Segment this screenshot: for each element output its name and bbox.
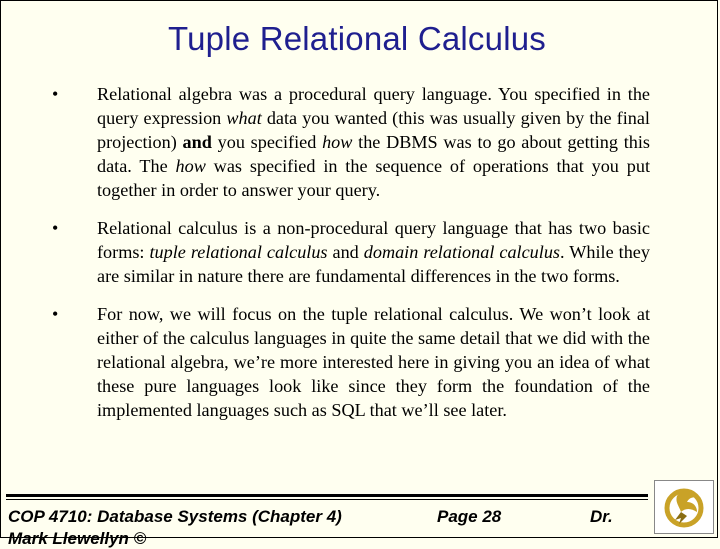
bullet-item — [40, 82, 650, 202]
bullet-item — [40, 216, 650, 288]
bullet-glyph: • — [52, 218, 59, 238]
bullet-text-segment: how — [175, 156, 206, 176]
bullet-item — [40, 302, 650, 422]
bullet-text-segment: and — [327, 242, 364, 262]
bullet-text-segment: domain relational calculus — [363, 242, 560, 262]
bullet-text-segment: what — [226, 108, 262, 128]
bullet-text-segment: was specified in the sequence of operations that you put together in order to answer your query. — [97, 156, 650, 200]
bullet-text-segment: tuple relational calculus — [149, 242, 328, 262]
bullet-text-segment: . While they are similar in nature there are fundamental differences in the two forms. — [97, 242, 650, 286]
bullet-glyph: • — [52, 84, 59, 104]
bullet-text-segment: how — [322, 132, 353, 152]
pegasus-logo-icon — [659, 484, 709, 530]
bullet-text-segment: For now, we will focus on the tuple relational calculus. We won’t look at either of the calculus languages in quite the same detail that we did with the relational algebra, we’re more interested here in giving you an idea of what these pure languages look like since they form the foundation of the implemented languages such as SQL that we’ll see later. — [97, 304, 650, 420]
bullet-text — [97, 302, 650, 422]
bullet-text-segment: and — [182, 132, 212, 152]
slide-footer — [0, 494, 718, 548]
bullet-text-segment: Relational algebra was a procedural query language. You specified in the query expression — [97, 84, 650, 128]
footer-page-number: Page 28 — [437, 507, 502, 526]
bullet-text-segment: you specified — [211, 132, 323, 152]
slide-title: Tuple Relational Calculus — [168, 20, 546, 57]
bullet-list — [40, 82, 650, 436]
footer-course: COP 4710: Database Systems (Chapter 4) — [8, 507, 342, 526]
footer-rule-thin — [6, 499, 648, 500]
bullet-text-segment: data you wanted (this was usually given by the final projection) — [97, 108, 650, 152]
bullet-text — [97, 82, 650, 202]
ucf-logo — [654, 480, 714, 534]
footer-author: Dr. — [590, 507, 613, 526]
bullet-text-segment: the DBMS was to go about getting this data. The — [97, 132, 650, 176]
bullet-text — [97, 216, 650, 288]
bullet-glyph: • — [52, 304, 59, 324]
footer-author-line2: Mark Llewellyn © — [8, 529, 147, 548]
footer-rule — [6, 494, 648, 497]
bullet-text-segment: Relational calculus is a non-procedural query language that has two basic forms: — [97, 218, 650, 262]
